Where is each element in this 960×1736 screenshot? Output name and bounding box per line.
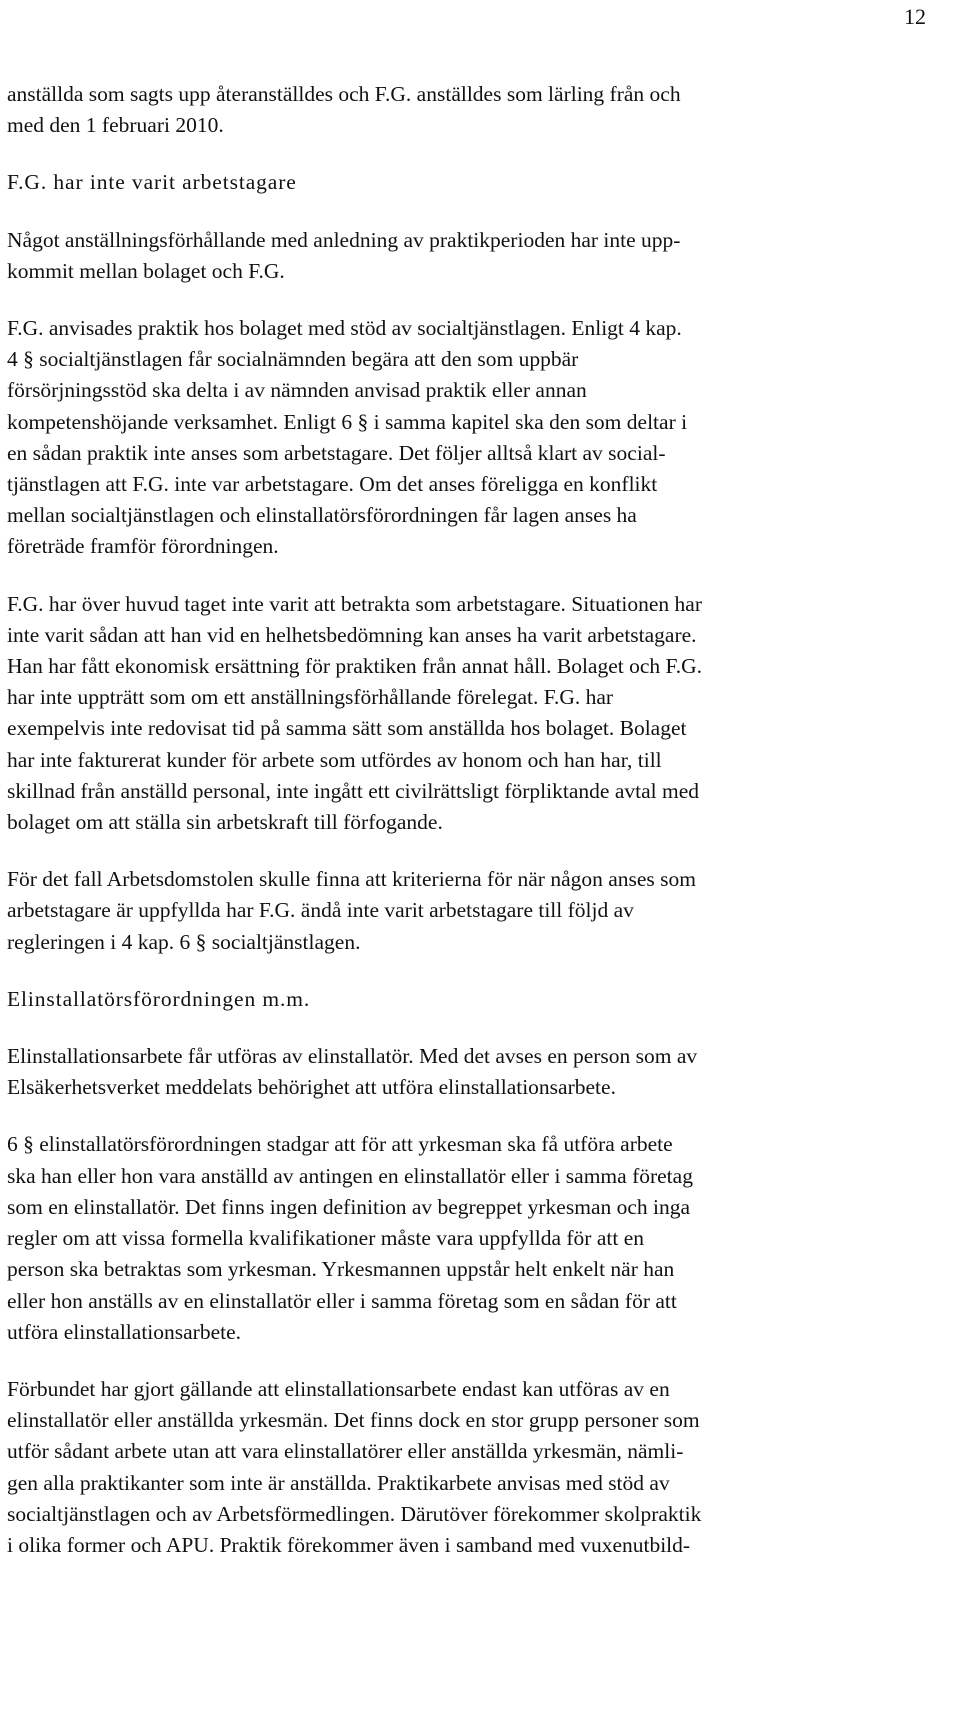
text-line: i olika former och APU. Praktik förekommer även i samband med vuxenutbild- bbox=[7, 1532, 691, 1557]
paragraph bbox=[7, 1041, 947, 1103]
text-line: person ska betraktas som yrkesman. Yrkesmannen uppstår helt enkelt när han bbox=[7, 1257, 675, 1282]
text-line: regleringen i 4 kap. 6 § socialtjänstlagen. bbox=[7, 929, 361, 954]
text-line: mellan socialtjänstlagen och elinstallatörsförordningen får lagen anses ha bbox=[7, 503, 637, 528]
text-line: har inte fakturerat kunder för arbete som utfördes av honom och han har, till bbox=[7, 747, 662, 772]
text-line: exempelvis inte redovisat tid på samma sätt som anställda hos bolaget. Bolaget bbox=[7, 716, 687, 741]
text-line: Elinstallatörsförordningen m.m. bbox=[7, 986, 311, 1011]
text-line: För det fall Arbetsdomstolen skulle finna att kriterierna för när någon anses som bbox=[7, 867, 697, 892]
text-line: Han har fått ekonomisk ersättning för praktiken från annat håll. Bolaget och F.G. bbox=[7, 654, 703, 679]
text-line: har inte uppträtt som om ett anställningsförhållande förelegat. F.G. har bbox=[7, 685, 614, 710]
text-line: bolaget om att ställa sin arbetskraft till förfogande. bbox=[7, 810, 443, 835]
page-number: 12 bbox=[904, 4, 926, 29]
text-line: elinstallatör eller anställda yrkesmän. Det finns dock en stor grupp personer som bbox=[7, 1408, 700, 1433]
text-line: gen alla praktikanter som inte är anställda. Praktikarbete anvisas med stöd av bbox=[7, 1470, 670, 1495]
document-body bbox=[7, 79, 947, 1561]
text-line: Något anställningsförhållande med anledning av praktikperioden har inte upp- bbox=[7, 227, 681, 252]
text-line: kommit mellan bolaget och F.G. bbox=[7, 258, 285, 283]
text-line: F.G. anvisades praktik hos bolaget med stöd av socialtjänstlagen. Enligt 4 kap. bbox=[7, 316, 682, 341]
text-line: F.G. har inte varit arbetstagare bbox=[7, 170, 297, 195]
text-line: tjänstlagen att F.G. inte var arbetstagare. Om det anses föreligga en konflikt bbox=[7, 472, 658, 497]
text-line: ska han eller hon vara anställd av antingen en elinstallatör eller i samma företag bbox=[7, 1163, 693, 1188]
paragraph bbox=[7, 1129, 947, 1347]
text-line: F.G. har över huvud taget inte varit att betrakta som arbetstagare. Situationen har bbox=[7, 591, 703, 616]
text-line: regler om att vissa formella kvalifikationer måste vara uppfyllda för att en bbox=[7, 1226, 645, 1251]
text-line: socialtjänstlagen och av Arbetsförmedlingen. Därutöver förekommer skolpraktik bbox=[7, 1501, 702, 1526]
text-line: anställda som sagts upp återanställdes och F.G. anställdes som lärling från och bbox=[7, 82, 681, 106]
text-line: Elinstallationsarbete får utföras av elinstallatör. Med det avses en person som av bbox=[7, 1044, 698, 1069]
text-line: 4 § socialtjänstlagen får socialnämnden begära att den som uppbär bbox=[7, 347, 579, 372]
text-line: utför sådant arbete utan att vara elinstallatörer eller anställda yrkesmän, nämli- bbox=[7, 1439, 684, 1464]
paragraph bbox=[7, 225, 947, 287]
text-line: som en elinstallatör. Det finns ingen definition av begreppet yrkesman och inga bbox=[7, 1194, 691, 1219]
text-line: 6 § elinstallatörsförordningen stadgar att för att yrkesman ska få utföra arbete bbox=[7, 1132, 673, 1157]
text-line: arbetstagare är uppfyllda har F.G. ändå inte varit arbetstagare till följd av bbox=[7, 898, 634, 923]
paragraph bbox=[7, 79, 947, 141]
paragraph bbox=[7, 589, 947, 839]
text-line: skillnad från anställd personal, inte ingått ett civilrättsligt förpliktande avtal med bbox=[7, 778, 699, 803]
text-line: inte varit sådan att han vid en helhetsbedömning kan anses ha varit arbetstagare. bbox=[7, 622, 697, 647]
text-line: försörjningsstöd ska delta i av nämnden anvisad praktik eller annan bbox=[7, 378, 587, 403]
paragraph bbox=[7, 1374, 947, 1561]
text-line: Elsäkerhetsverket meddelats behörighet att utföra elinstallationsarbete. bbox=[7, 1075, 616, 1100]
text-line: en sådan praktik inte anses som arbetstagare. Det följer alltså klart av social- bbox=[7, 440, 666, 465]
text-line: Förbundet har gjort gällande att elinstallationsarbete endast kan utföras av en bbox=[7, 1376, 670, 1401]
section-heading bbox=[7, 984, 947, 1015]
text-line: eller hon anställs av en elinstallatör eller i samma företag som en sådan för att bbox=[7, 1288, 677, 1313]
text-line: utföra elinstallationsarbete. bbox=[7, 1319, 242, 1344]
text-line: med den 1 februari 2010. bbox=[7, 113, 224, 138]
paragraph bbox=[7, 864, 947, 958]
paragraph bbox=[7, 313, 947, 563]
text-line: företräde framför förordningen. bbox=[7, 534, 279, 559]
text-line: kompetenshöjande verksamhet. Enligt 6 § i samma kapitel ska den som deltar i bbox=[7, 409, 688, 434]
section-heading bbox=[7, 167, 947, 198]
